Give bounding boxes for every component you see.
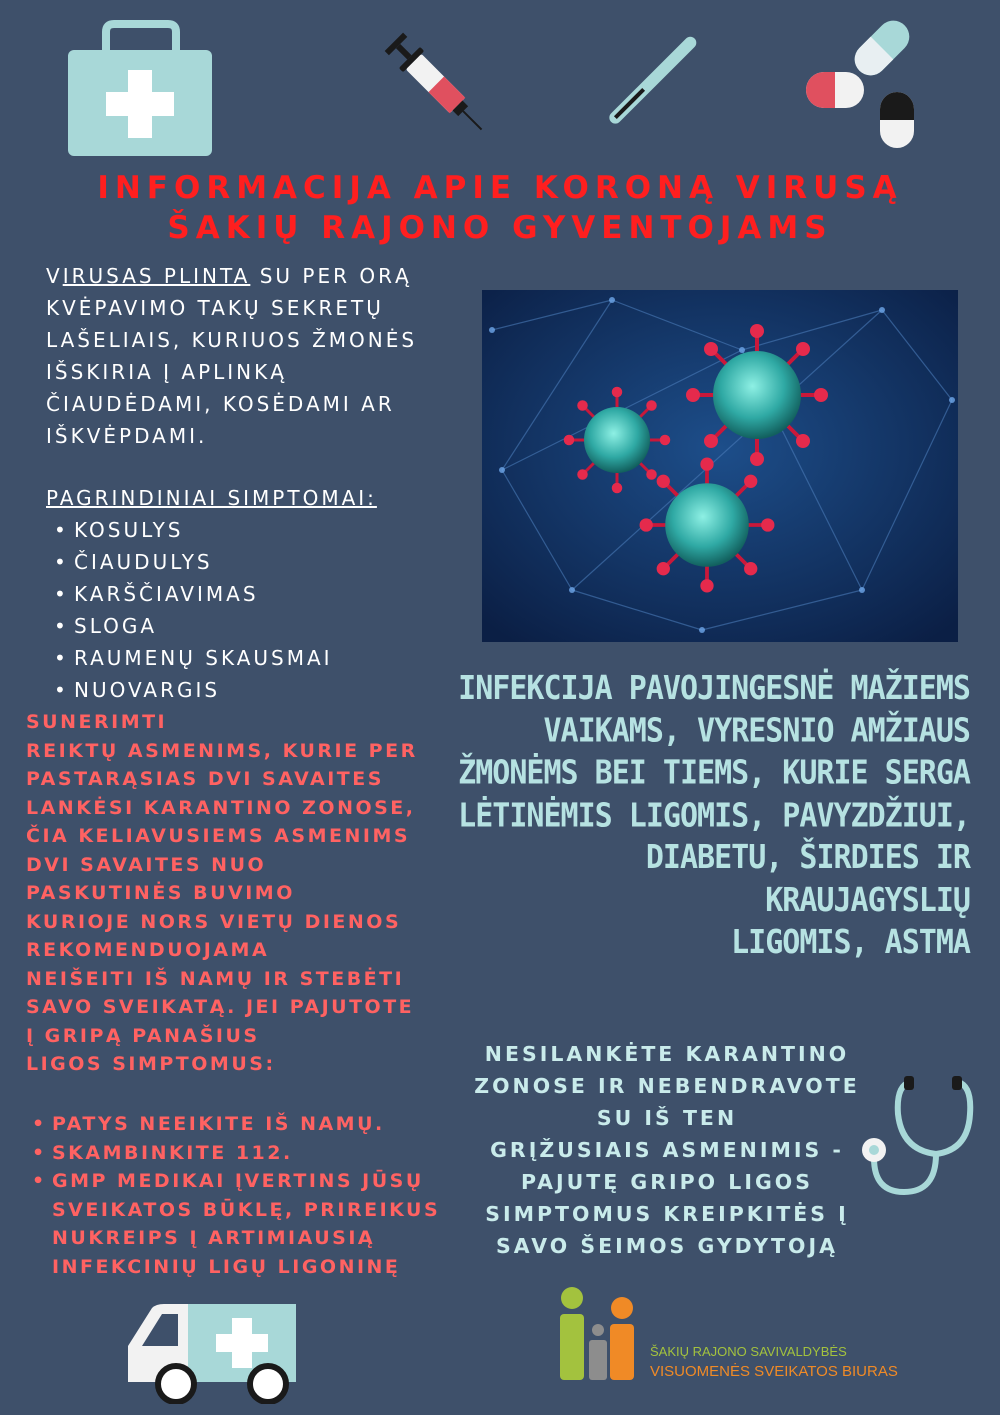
list-item: • RAUMENŲ SKAUSMAI (46, 642, 466, 674)
stethoscope-icon (852, 1074, 976, 1200)
list-item: • KOSULYS (46, 514, 466, 546)
actions-section (26, 1110, 466, 1281)
list-item: • ČIAUDULYS (46, 546, 466, 578)
spread-line-3: LAŠELIAIS, KURIUOS ŽMONĖS (46, 328, 418, 352)
symptoms-section (46, 482, 466, 706)
spread-v: V (46, 264, 63, 288)
contact-line: GRĮŽUSIAIS ASMENIMIS - (490, 1138, 844, 1162)
warning-line: KURIOJE NORS VIETŲ DIENOS (26, 910, 402, 933)
actions-list (26, 1110, 466, 1281)
list-item: • KARŠČIAVIMAS (46, 578, 466, 610)
ambulance-icon (124, 1300, 300, 1404)
infection-risk-text (440, 668, 970, 964)
warning-text (26, 708, 466, 1079)
warning-line: DVI SAVAITES NUO (26, 853, 267, 876)
spread-line-6: IŠKVĖPDAMI. (46, 424, 208, 448)
page-title (0, 168, 1000, 248)
infection-line: INFEKCIJA PAVOJINGESNĖ MAŽIEMS (458, 669, 970, 708)
org-line-2: VISUOMENĖS SVEIKATOS BIURAS (650, 1363, 898, 1380)
contact-line: SAVO ŠEIMOS GYDYTOJĄ (496, 1234, 838, 1258)
warning-line: PASKUTINĖS BUVIMO (26, 882, 295, 904)
warning-line: SAVO SVEIKATĄ. JEI PAJUTOTE (26, 996, 415, 1018)
spread-line-1 (46, 260, 476, 292)
symptoms-heading: PAGRINDINIAI SIMPTOMAI: (46, 486, 377, 510)
title-line-2: ŠAKIŲ RAJONO GYVENTOJAMS (167, 210, 833, 246)
action-line: NUKREIPS Į ARTIMIAUSIĄ (52, 1227, 376, 1249)
list-item: • SKAMBINKITE 112. (26, 1139, 466, 1168)
organization-logo-icon (556, 1286, 640, 1384)
warning-line: NEIŠEITI IŠ NAMŲ IR STEBĖTI (26, 967, 405, 990)
thermometer-icon (600, 32, 700, 134)
warning-line: REKOMENDUOJAMA (26, 939, 270, 961)
list-item: • SLOGA (46, 610, 466, 642)
spread-underlined: IRUSAS PLINTA (62, 264, 251, 288)
contact-advice-text (440, 1038, 894, 1262)
org-line-1: ŠAKIŲ RAJONO SAVIVALDYBĖS (650, 1344, 847, 1359)
action-line: SVEIKATOS BŪKLĘ, PRIREIKUS (52, 1198, 441, 1221)
spread-line-2: KVĖPAVIMO TAKŲ SEKRETŲ (46, 296, 384, 320)
warning-line: PASTARĄSIAS DVI SAVAITES (26, 768, 384, 790)
spread-line-5: ČIAUDĖDAMI, KOSĖDAMI AR (46, 392, 395, 416)
warning-line: ČIA KELIAVUSIEMS ASMENIMS (26, 825, 411, 847)
title-line-1: INFORMACIJA APIE KORONĄ VIRUSĄ (97, 170, 903, 206)
contact-line: SIMPTOMUS KREIPKITĖS Į (485, 1202, 849, 1226)
list-item: • NUOVARGIS (46, 674, 466, 706)
list-item: • PATYS NEEIKITE IŠ NAMŲ. (26, 1110, 466, 1139)
list-item (26, 1167, 466, 1281)
organization-name (650, 1342, 898, 1382)
action-line: • GMP MEDIKAI ĮVERTINS JŪSŲ (52, 1170, 424, 1192)
infection-line: LIGOMIS, ASTMA (731, 923, 970, 962)
action-line: INFEKCINIŲ LIGŲ LIGONINĘ (52, 1255, 401, 1278)
contact-line: NESILANKĖTE KARANTINO (484, 1042, 850, 1066)
warning-line: LIGOS SIMPTOMUS: (26, 1053, 276, 1075)
warning-line: REIKTŲ ASMENIMS, KURIE PER (26, 739, 418, 762)
syringe-icon (378, 32, 496, 138)
spread-rest: SU PER ORĄ (250, 264, 412, 288)
contact-line: ZONOSE IR NEBENDRAVOTE (474, 1074, 860, 1098)
contact-line: SU IŠ TEN (596, 1106, 738, 1130)
contact-line: PAJUTĘ GRIPO LIGOS (521, 1170, 813, 1194)
spread-line-4: IŠSKIRIA Į APLINKĄ (46, 360, 287, 384)
infection-line: DIABETU, ŠIRDIES IR KRAUJAGYSLIŲ (645, 838, 970, 920)
pills-icon (804, 20, 916, 150)
warning-line: SUNERIMTI (26, 711, 168, 733)
virus-image (482, 290, 958, 642)
virus-spread-text (46, 260, 476, 452)
warning-line: Į GRIPĄ PANAŠIUS (26, 1024, 260, 1047)
infection-line: VAIKAMS, VYRESNIO AMŽIAUS (543, 711, 970, 750)
infection-line: ŽMONĖMS BEI TIEMS, KURIE SERGA (458, 753, 970, 793)
first-aid-kit-icon (68, 20, 214, 158)
symptoms-list (46, 514, 466, 706)
infection-line: LĖTINĖMIS LIGOMIS, PAVYZDŽIUI, (458, 796, 970, 835)
warning-line: LANKĖSI KARANTINO ZONOSE, (26, 796, 416, 819)
